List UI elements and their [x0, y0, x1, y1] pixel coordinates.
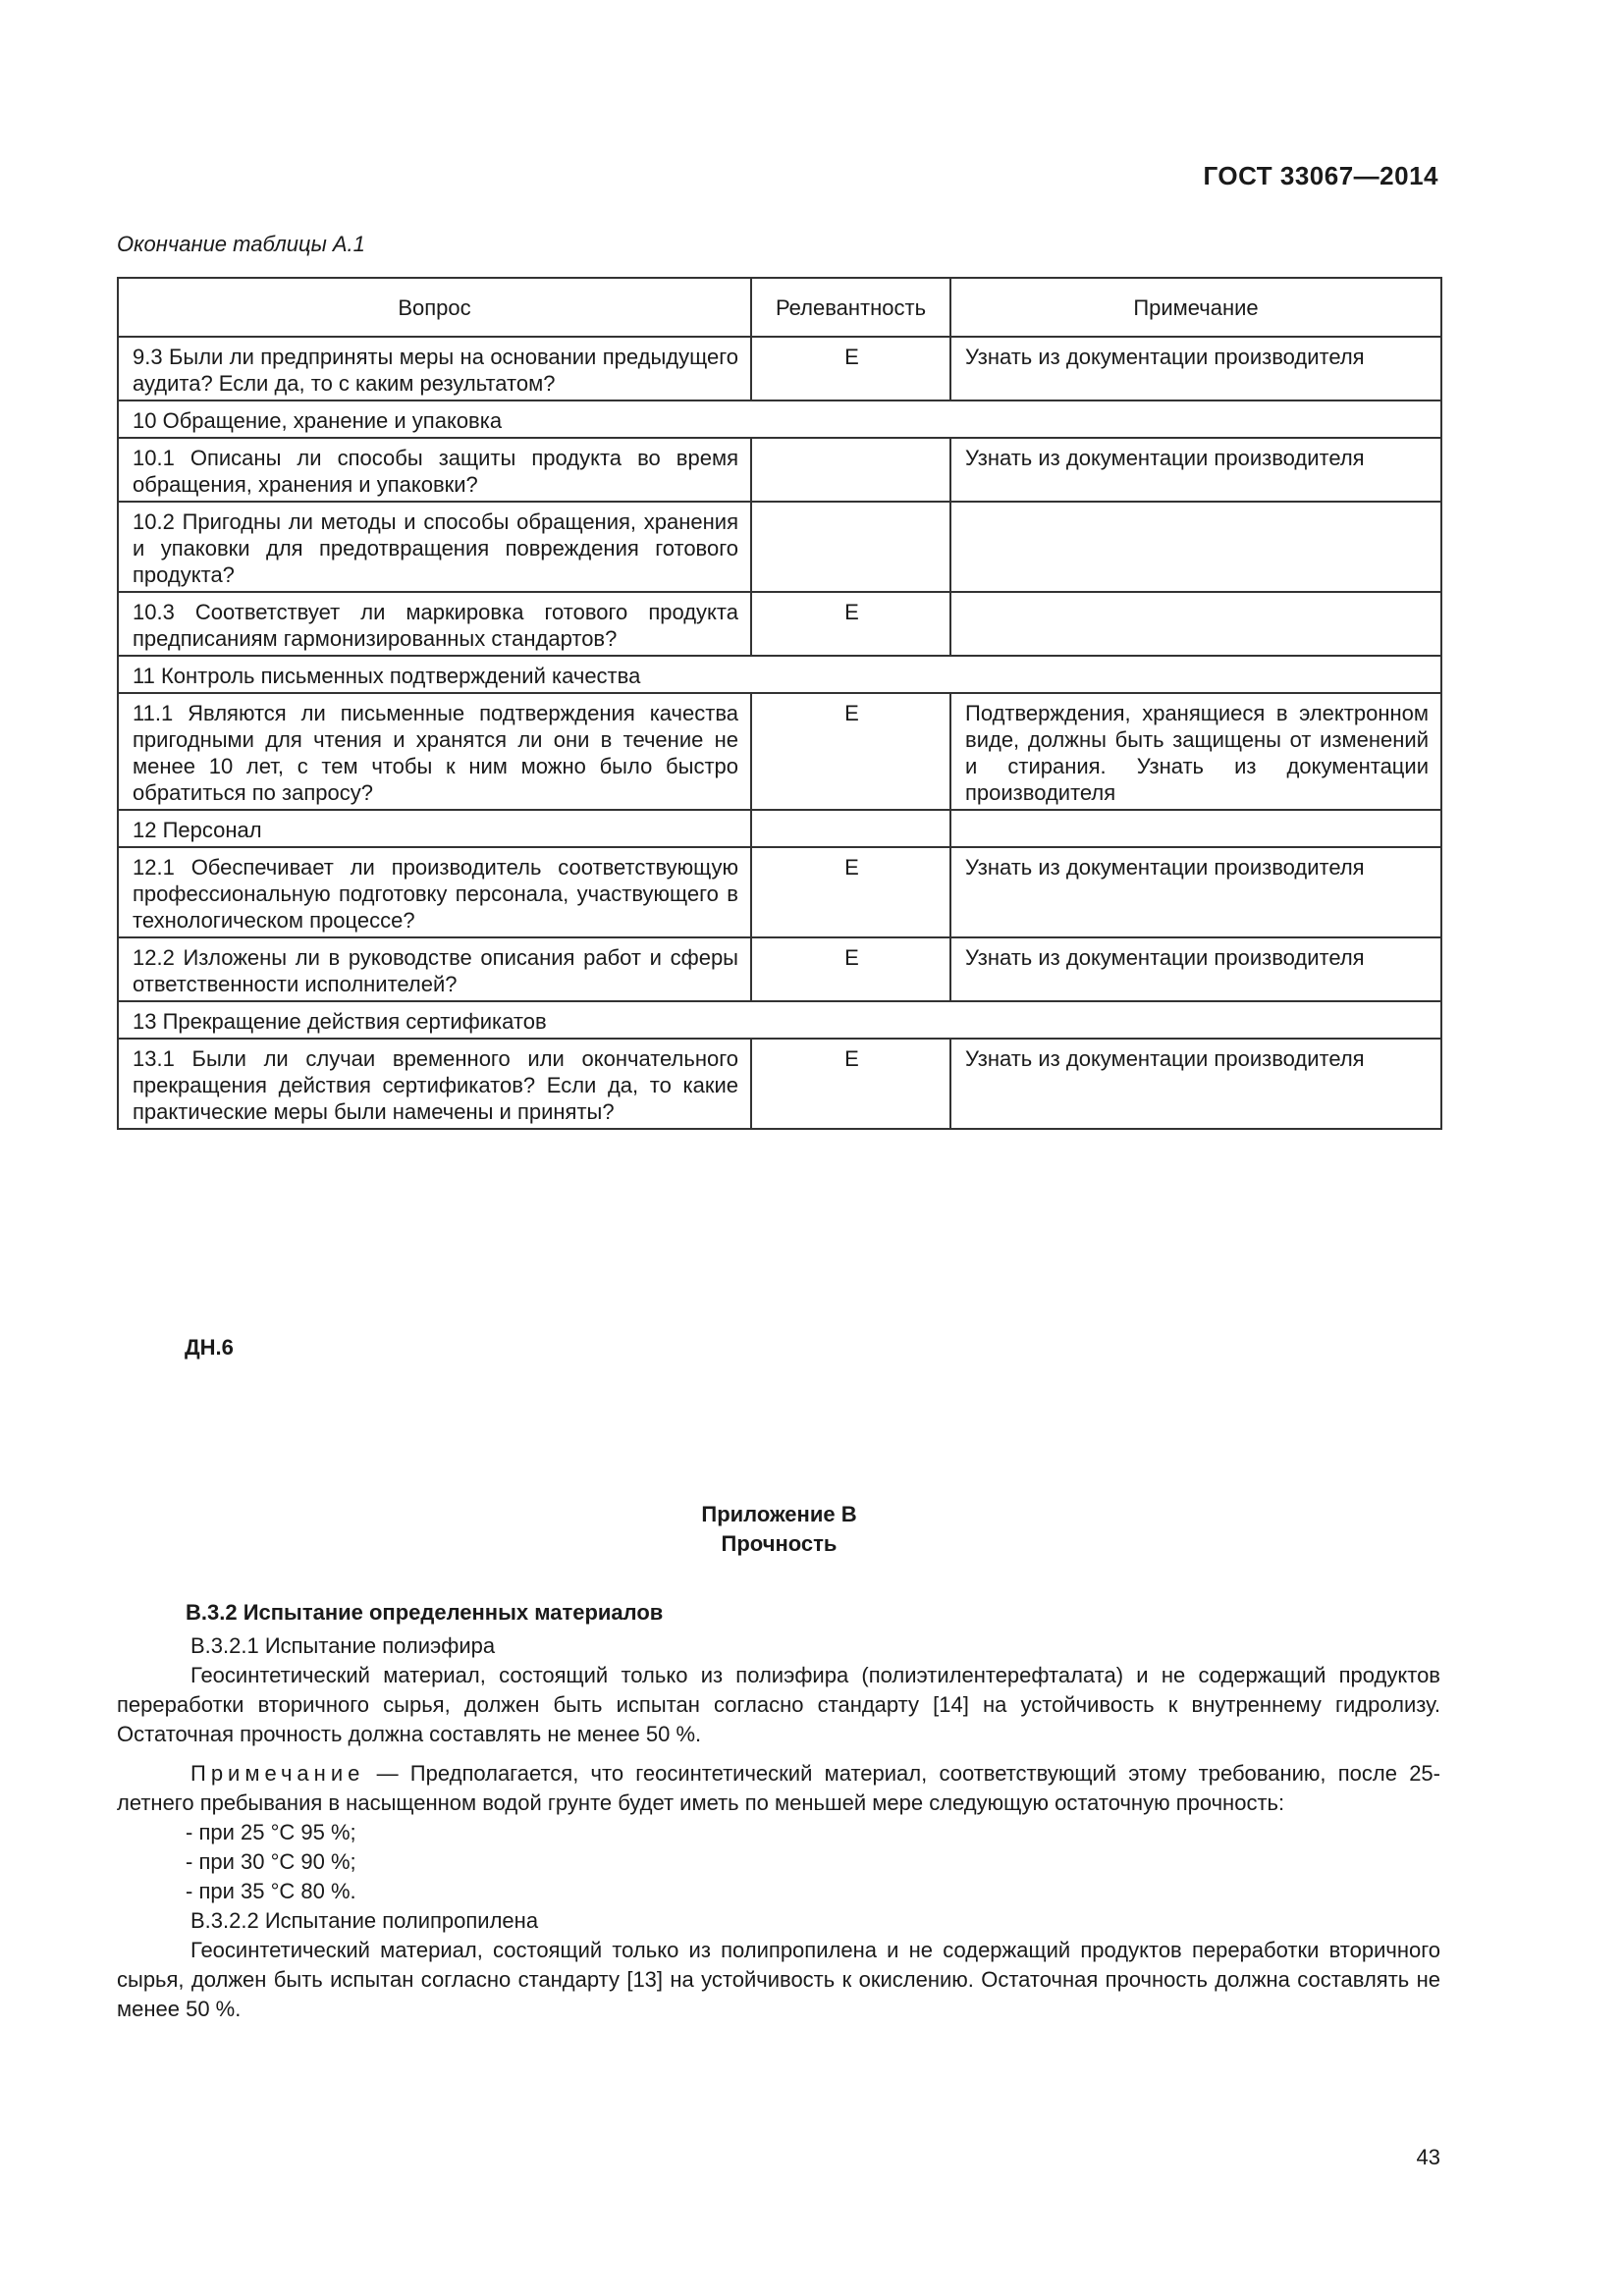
table-section-row: [118, 656, 1441, 693]
question-cell: 10.3 Соответствует ли маркировка готового продукта предписаниям гармонизированных стандартов?: [118, 592, 751, 656]
question-cell: 12 Персонал: [118, 810, 751, 847]
note-cell: [950, 810, 1441, 847]
question-cell: 13.1 Были ли случаи временного или окончательного прекращения действия сертификатов? Если да, то какие практические меры были намечены и приняты?: [118, 1039, 751, 1129]
column-header-note: Примечание: [950, 278, 1441, 337]
table-section-row: [118, 400, 1441, 438]
appendix-body: [117, 1598, 1440, 2024]
list-item: - при 35 °С 80 %.: [186, 1879, 356, 1903]
note-cell: Узнать из документации производителя: [950, 1039, 1441, 1129]
relevance-cell: [751, 438, 950, 502]
question-cell: 12.1 Обеспечивает ли производитель соответствующую профессиональную подготовку персонала, участвующего в технологическом процессе?: [118, 847, 751, 937]
list-item: - при 25 °С 95 %;: [186, 1820, 356, 1844]
question-cell: 9.3 Были ли предприняты меры на основании предыдущего аудита? Если да, то с каким результатом?: [118, 337, 751, 400]
note-cell: [950, 502, 1441, 592]
subsection-title-polypropylene: В.3.2.2 Испытание полипропилена: [190, 1908, 539, 1933]
column-header-question: Вопрос: [118, 278, 751, 337]
appendix-subtitle: Прочность: [721, 1531, 838, 1556]
note-cell: Узнать из документации производителя: [950, 847, 1441, 937]
table-row: [118, 1039, 1441, 1129]
table-section-row: [118, 1001, 1441, 1039]
appendix-heading: [0, 1500, 1558, 1559]
table-header-row: [118, 278, 1441, 337]
paragraph-polyester: Геосинтетический материал, состоящий только из полиэфира (полиэтилентерефталата) и не содержащий продуктов переработки вторичного сырья, должен быть испытан согласно стандарту [14] на устойчивость к внутреннему гидролизу. Остаточная прочность должна составлять не менее 50 %.: [117, 1663, 1440, 1746]
relevance-cell: Е: [751, 592, 950, 656]
note-text: — Предполагается, что геосинтетический материал, соответствующий этому требованию, после 25-летнего пребывания в насыщенном водой грунте будет иметь по меньшей мере следующую остаточную прочность:: [117, 1761, 1440, 1815]
table-row: [118, 937, 1441, 1001]
note-cell: [950, 592, 1441, 656]
question-cell: 12.2 Изложены ли в руководстве описания работ и сферы ответственности исполнителей?: [118, 937, 751, 1001]
table-row: [118, 337, 1441, 400]
table-row: [118, 847, 1441, 937]
list-item: - при 30 °С 90 %;: [186, 1849, 356, 1874]
paragraph-polypropylene: Геосинтетический материал, состоящий только из полипропилена и не содержащий продуктов переработки вторичного сырья, должен быть испытан согласно стандарту [13] на устойчивость к окислению. Остаточная прочность должна составлять не менее 50 %.: [117, 1938, 1440, 2021]
note-cell: Узнать из документации производителя: [950, 937, 1441, 1001]
question-cell: 10.1 Описаны ли способы защиты продукта во время обращения, хранения и упаковки?: [118, 438, 751, 502]
table-row: [118, 810, 1441, 847]
relevance-cell: [751, 502, 950, 592]
document-code: ГОСТ 33067—2014: [1203, 161, 1438, 190]
table-caption: Окончание таблицы А.1: [117, 232, 365, 256]
table-row: [118, 502, 1441, 592]
note-label: Примечание: [190, 1761, 365, 1786]
relevance-cell: Е: [751, 937, 950, 1001]
questions-table: [117, 277, 1442, 1130]
subsection-title-polyester: В.3.2.1 Испытание полиэфира: [190, 1633, 496, 1658]
table-row: [118, 693, 1441, 810]
page-number: 43: [1416, 2145, 1440, 2169]
question-cell: 11.1 Являются ли письменные подтверждения качества пригодными для чтения и хранятся ли они в течение не менее 10 лет, с тем чтобы к ним можно было быстро обратиться по запросу?: [118, 693, 751, 810]
relevance-cell: Е: [751, 1039, 950, 1129]
table-row: [118, 438, 1441, 502]
section-cell: 10 Обращение, хранение и упаковка: [118, 400, 1441, 438]
note-cell: Узнать из документации производителя: [950, 438, 1441, 502]
dn-label: ДН.6: [185, 1335, 234, 1360]
relevance-cell: Е: [751, 337, 950, 400]
table-row: [118, 592, 1441, 656]
relevance-cell: Е: [751, 693, 950, 810]
column-header-relevance: Релевантность: [751, 278, 950, 337]
note-paragraph: [117, 1759, 1440, 1818]
question-cell: 10.2 Пригодны ли методы и способы обращения, хранения и упаковки для предотвращения повреждения готового продукта?: [118, 502, 751, 592]
section-cell: 13 Прекращение действия сертификатов: [118, 1001, 1441, 1039]
appendix-title: Приложение В: [701, 1502, 857, 1526]
note-cell: Подтверждения, хранящиеся в электронном виде, должны быть защищены от изменений и стирания. Узнать из документации производителя: [950, 693, 1441, 810]
note-cell: Узнать из документации производителя: [950, 337, 1441, 400]
section-heading: В.3.2 Испытание определенных материалов: [186, 1600, 664, 1625]
relevance-cell: Е: [751, 847, 950, 937]
section-cell: 11 Контроль письменных подтверждений качества: [118, 656, 1441, 693]
relevance-cell: [751, 810, 950, 847]
